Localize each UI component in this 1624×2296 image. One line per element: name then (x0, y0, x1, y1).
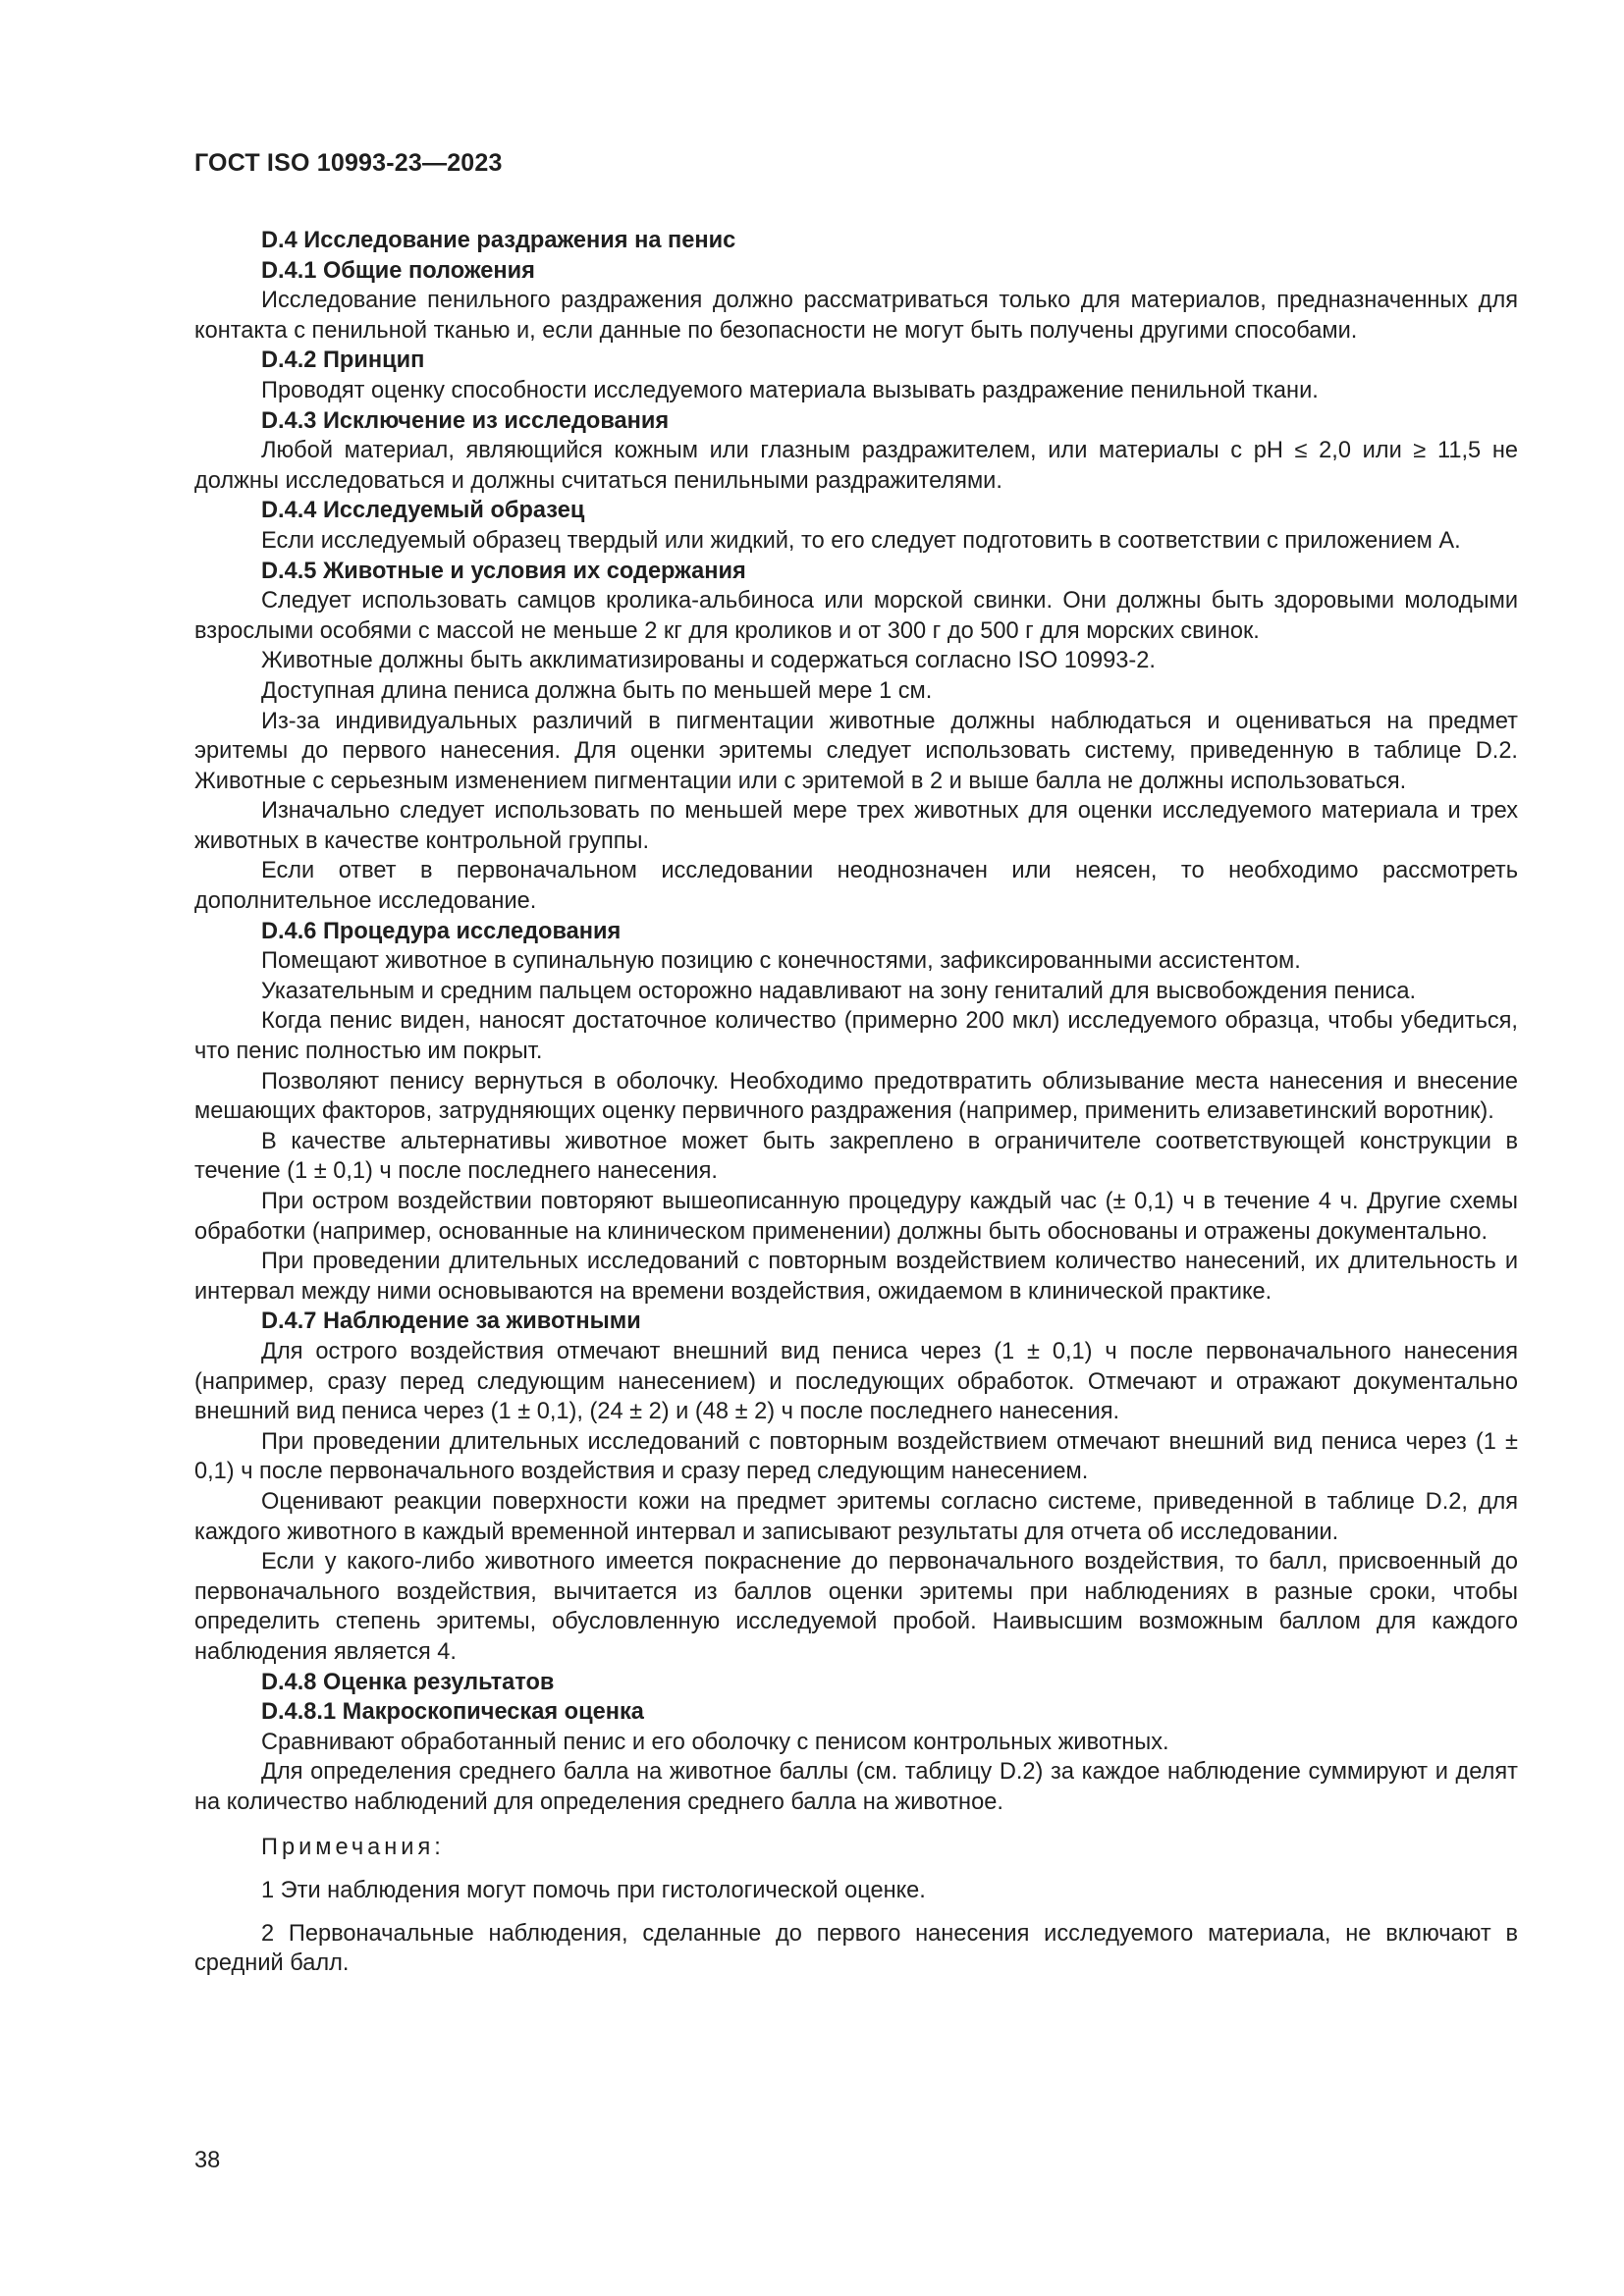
paragraph: При остром воздействии повторяют вышеописанную процедуру каждый час (± 0,1) ч в течение 4 ч. Другие схемы обработки (например, основанные на клиническом применении) должны быть обоснованы и отражены документально. (194, 1189, 1518, 1245)
section-heading: D.4.6 Процедура исследования (261, 918, 622, 944)
section-heading: D.4.3 Исключение из исследования (261, 407, 670, 434)
paragraph: Исследование пенильного раздражения должно рассматриваться только для материалов, предназначенных для контакта с пенильной тканью и, если данные по безопасности не могут быть получены другими способами. (194, 288, 1518, 344)
paragraph: Если ответ в первоначальном исследовании неоднозначен или неясен, то необходимо рассмотреть дополнительное исследование. (194, 858, 1518, 915)
section-heading: D.4.1 Общие положения (261, 257, 535, 284)
section-heading: D.4.2 Принцип (261, 347, 425, 374)
paragraph: Когда пенис виден, наносят достаточное количество (примерно 200 мкл) исследуемого образца, чтобы убедиться, что пенис полностью им покрыт. (194, 1008, 1518, 1065)
section-heading: D.4.5 Животные и условия их содержания (261, 558, 746, 584)
section-heading: D.4.7 Наблюдение за животными (261, 1308, 641, 1335)
note-item: 1 Эти наблюдения могут помочь при гистологической оценке. (261, 1878, 926, 1904)
paragraph: Сравнивают обработанный пенис и его оболочку с пенисом контрольных животных. (261, 1729, 1169, 1755)
paragraph: Из-за индивидуальных различий в пигментации животные должны наблюдаться и оцениваться на предмет эритемы до первого нанесения. Для оценки эритемы следует использовать систему, приведенную в таблице D.2. Животные с серьезным изменением пигментации или с эритемой в 2 и выше балла не должны использоваться. (194, 708, 1518, 794)
paragraph: Для определения среднего балла на животное баллы (см. таблицу D.2) за каждое наблюдение суммируют и делят на количество наблюдений для определения среднего балла на животное. (194, 1759, 1518, 1815)
paragraph: Помещают животное в супинальную позицию с конечностями, зафиксированными ассистентом. (261, 948, 1301, 975)
paragraph: Доступная длина пениса должна быть по меньшей мере 1 см. (261, 677, 933, 704)
paragraph: Животные должны быть акклиматизированы и содержаться согласно ISO 10993-2. (261, 648, 1156, 674)
document-header: ГОСТ ISO 10993-23—2023 (194, 149, 503, 177)
paragraph: Для острого воздействия отмечают внешний вид пениса через (1 ± 0,1) ч после первоначального нанесения (например, сразу перед следующим нанесением) и последующих обработок. Отмечают и отражают документально внешний вид пениса через (1 ± 0,1), (24 ± 2) и (48 ± 2) ч после последнего нанесения. (194, 1338, 1518, 1425)
paragraph: Изначально следует использовать по меньшей мере трех животных для оценки исследуемого материала и трех животных в качестве контрольной группы. (194, 798, 1518, 854)
paragraph: Следует использовать самцов кролика-альбиноса или морской свинки. Они должны быть здоровыми молодыми взрослыми особями с массой не меньше 2 кг для кроликов и от 300 г до 500 г для морских свинок. (194, 588, 1518, 644)
paragraph: Указательным и средним пальцем осторожно надавливают на зону гениталий для высвобождения пениса. (261, 978, 1417, 1004)
paragraph: В качестве альтернативы животное может быть закреплено в ограничителе соответствующей конструкции в течение (1 ± 0,1) ч после последнего нанесения. (194, 1128, 1518, 1185)
paragraph: Если у какого-либо животного имеется покраснение до первоначального воздействия, то балл, присвоенный до первоначального воздействия, вычитается из баллов оценки эритемы при наблюдениях в разные сроки, чтобы определить степень эритемы, обусловленную исследуемой пробой. Наивысшим возможным баллом для каждого наблюдения является 4. (194, 1549, 1518, 1665)
section-heading: D.4.8 Оценка результатов (261, 1669, 555, 1695)
page-number: 38 (194, 2148, 221, 2173)
section-heading: D.4.4 Исследуемый образец (261, 498, 585, 524)
notes-title: Примечания: (261, 1835, 445, 1861)
paragraph: Позволяют пенису вернуться в оболочку. Необходимо предотвратить облизывание места нанесения и внесение мешающих факторов, затрудняющих оценку первичного раздражения (например, применить елизаветинский воротник). (194, 1068, 1518, 1125)
paragraph: Если исследуемый образец твердый или жидкий, то его следует подготовить в соответствии с приложением А. (261, 527, 1461, 554)
note-item: 2 Первоначальные наблюдения, сделанные до первого нанесения исследуемого материала, не включают в средний балл. (194, 1920, 1518, 1977)
document-body (194, 226, 1518, 1979)
paragraph: При проведении длительных исследований с повторным воздействием отмечают внешний вид пениса через (1 ± 0,1) ч после первоначального воздействия и сразу перед следующим нанесением. (194, 1428, 1518, 1485)
section-heading: D.4 Исследование раздражения на пенис (261, 228, 736, 253)
paragraph: Оценивают реакции поверхности кожи на предмет эритемы согласно системе, приведенной в таблице D.2, для каждого животного в каждый временной интервал и записывают результаты для отчета об исследовании. (194, 1488, 1518, 1545)
paragraph: При проведении длительных исследований с повторным воздействием количество нанесений, их длительность и интервал между ними основываются на времени воздействия, ожидаемом в клинической практике. (194, 1249, 1518, 1305)
section-heading: D.4.8.1 Макроскопическая оценка (261, 1699, 644, 1726)
paragraph: Любой материал, являющийся кожным или глазным раздражителем, или материалы с pH ≤ 2,0 или ≥ 11,5 не должны исследоваться и должны считаться пенильными раздражителями. (194, 438, 1518, 494)
paragraph: Проводят оценку способности исследуемого материала вызывать раздражение пенильной ткани. (261, 377, 1319, 403)
